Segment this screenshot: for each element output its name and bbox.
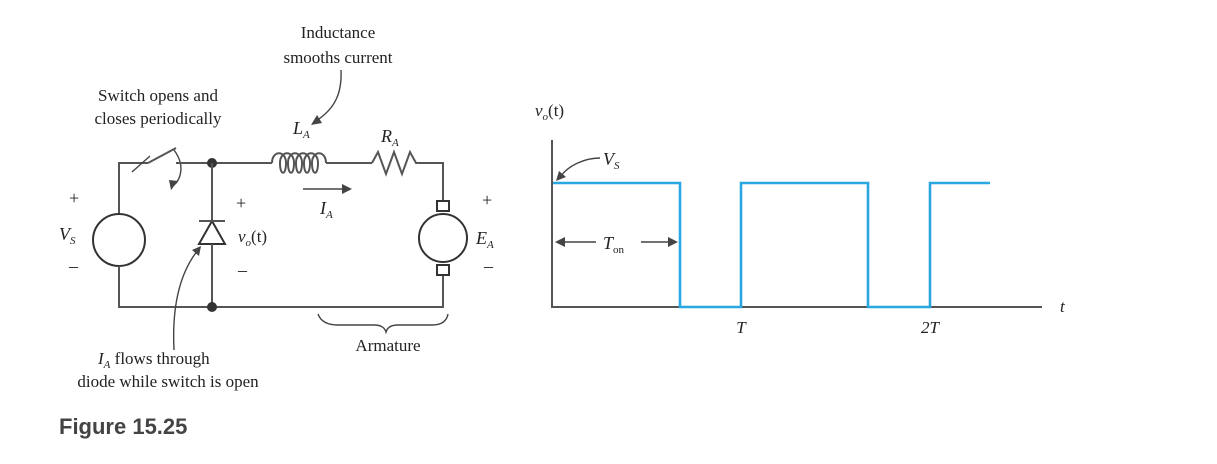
- inductance-note-arrowhead: [311, 115, 322, 125]
- switch-curve-arrow: [174, 150, 181, 185]
- label-vo: $v_o(t)$: [238, 227, 268, 249]
- vo-minus: –: [238, 260, 247, 280]
- circuit-diagram: [59, 23, 494, 391]
- diode-note-line2: diode while switch is open: [77, 372, 259, 391]
- armature-label: Armature: [355, 336, 421, 355]
- label-LA: $L_A$: [293, 118, 310, 141]
- resistor-zigzag: [372, 152, 443, 200]
- tick-label-T: T: [736, 318, 746, 337]
- voltage-source-circle: [93, 214, 145, 266]
- waveform-plot: [535, 101, 1066, 337]
- wire-bottom: [119, 266, 443, 307]
- ea-plus: +: [482, 190, 493, 210]
- x-axis-label: t: [1060, 297, 1065, 316]
- vs-plus: +: [69, 188, 80, 208]
- figure-caption: Figure 15.25: [59, 414, 188, 439]
- diode-triangle: [199, 221, 225, 244]
- diode-note-line1: $I_A$ flows through: [98, 349, 210, 371]
- ea-minus: –: [484, 256, 493, 276]
- inductance-note-arrow: [316, 70, 341, 121]
- armature-brace: [318, 314, 448, 332]
- inductance-note-line2: smooths current: [283, 48, 393, 67]
- motor-brush-top: [437, 201, 449, 211]
- label-VS: $V_S$: [59, 224, 76, 247]
- label-IA: $I_A$: [320, 198, 333, 221]
- y-axis-label: $v_o(t)$: [535, 101, 565, 123]
- vo-plus: +: [236, 193, 247, 213]
- diode-note-arrow: [174, 250, 198, 350]
- label-RA: $R_A$: [381, 126, 399, 149]
- node-bottom: [207, 302, 217, 312]
- vs-level-label: $V_S$: [603, 149, 620, 172]
- tick-label-2T: 2T: [921, 318, 939, 337]
- vs-pointer: [561, 158, 600, 176]
- waveform-axes: [552, 140, 1042, 307]
- switch-note-line1: Switch opens and: [98, 86, 218, 105]
- motor-circle: [419, 214, 467, 262]
- inductor-coil: [272, 153, 326, 173]
- inductance-note-line1: Inductance: [300, 23, 376, 42]
- motor-brush-bottom: [437, 265, 449, 275]
- label-EA: $E_A$: [476, 228, 494, 251]
- switch-note-line2: closes periodically: [94, 109, 222, 128]
- vs-minus: –: [69, 256, 78, 276]
- ton-label: $T_{on}$: [603, 233, 625, 256]
- switch-blade: [148, 148, 176, 163]
